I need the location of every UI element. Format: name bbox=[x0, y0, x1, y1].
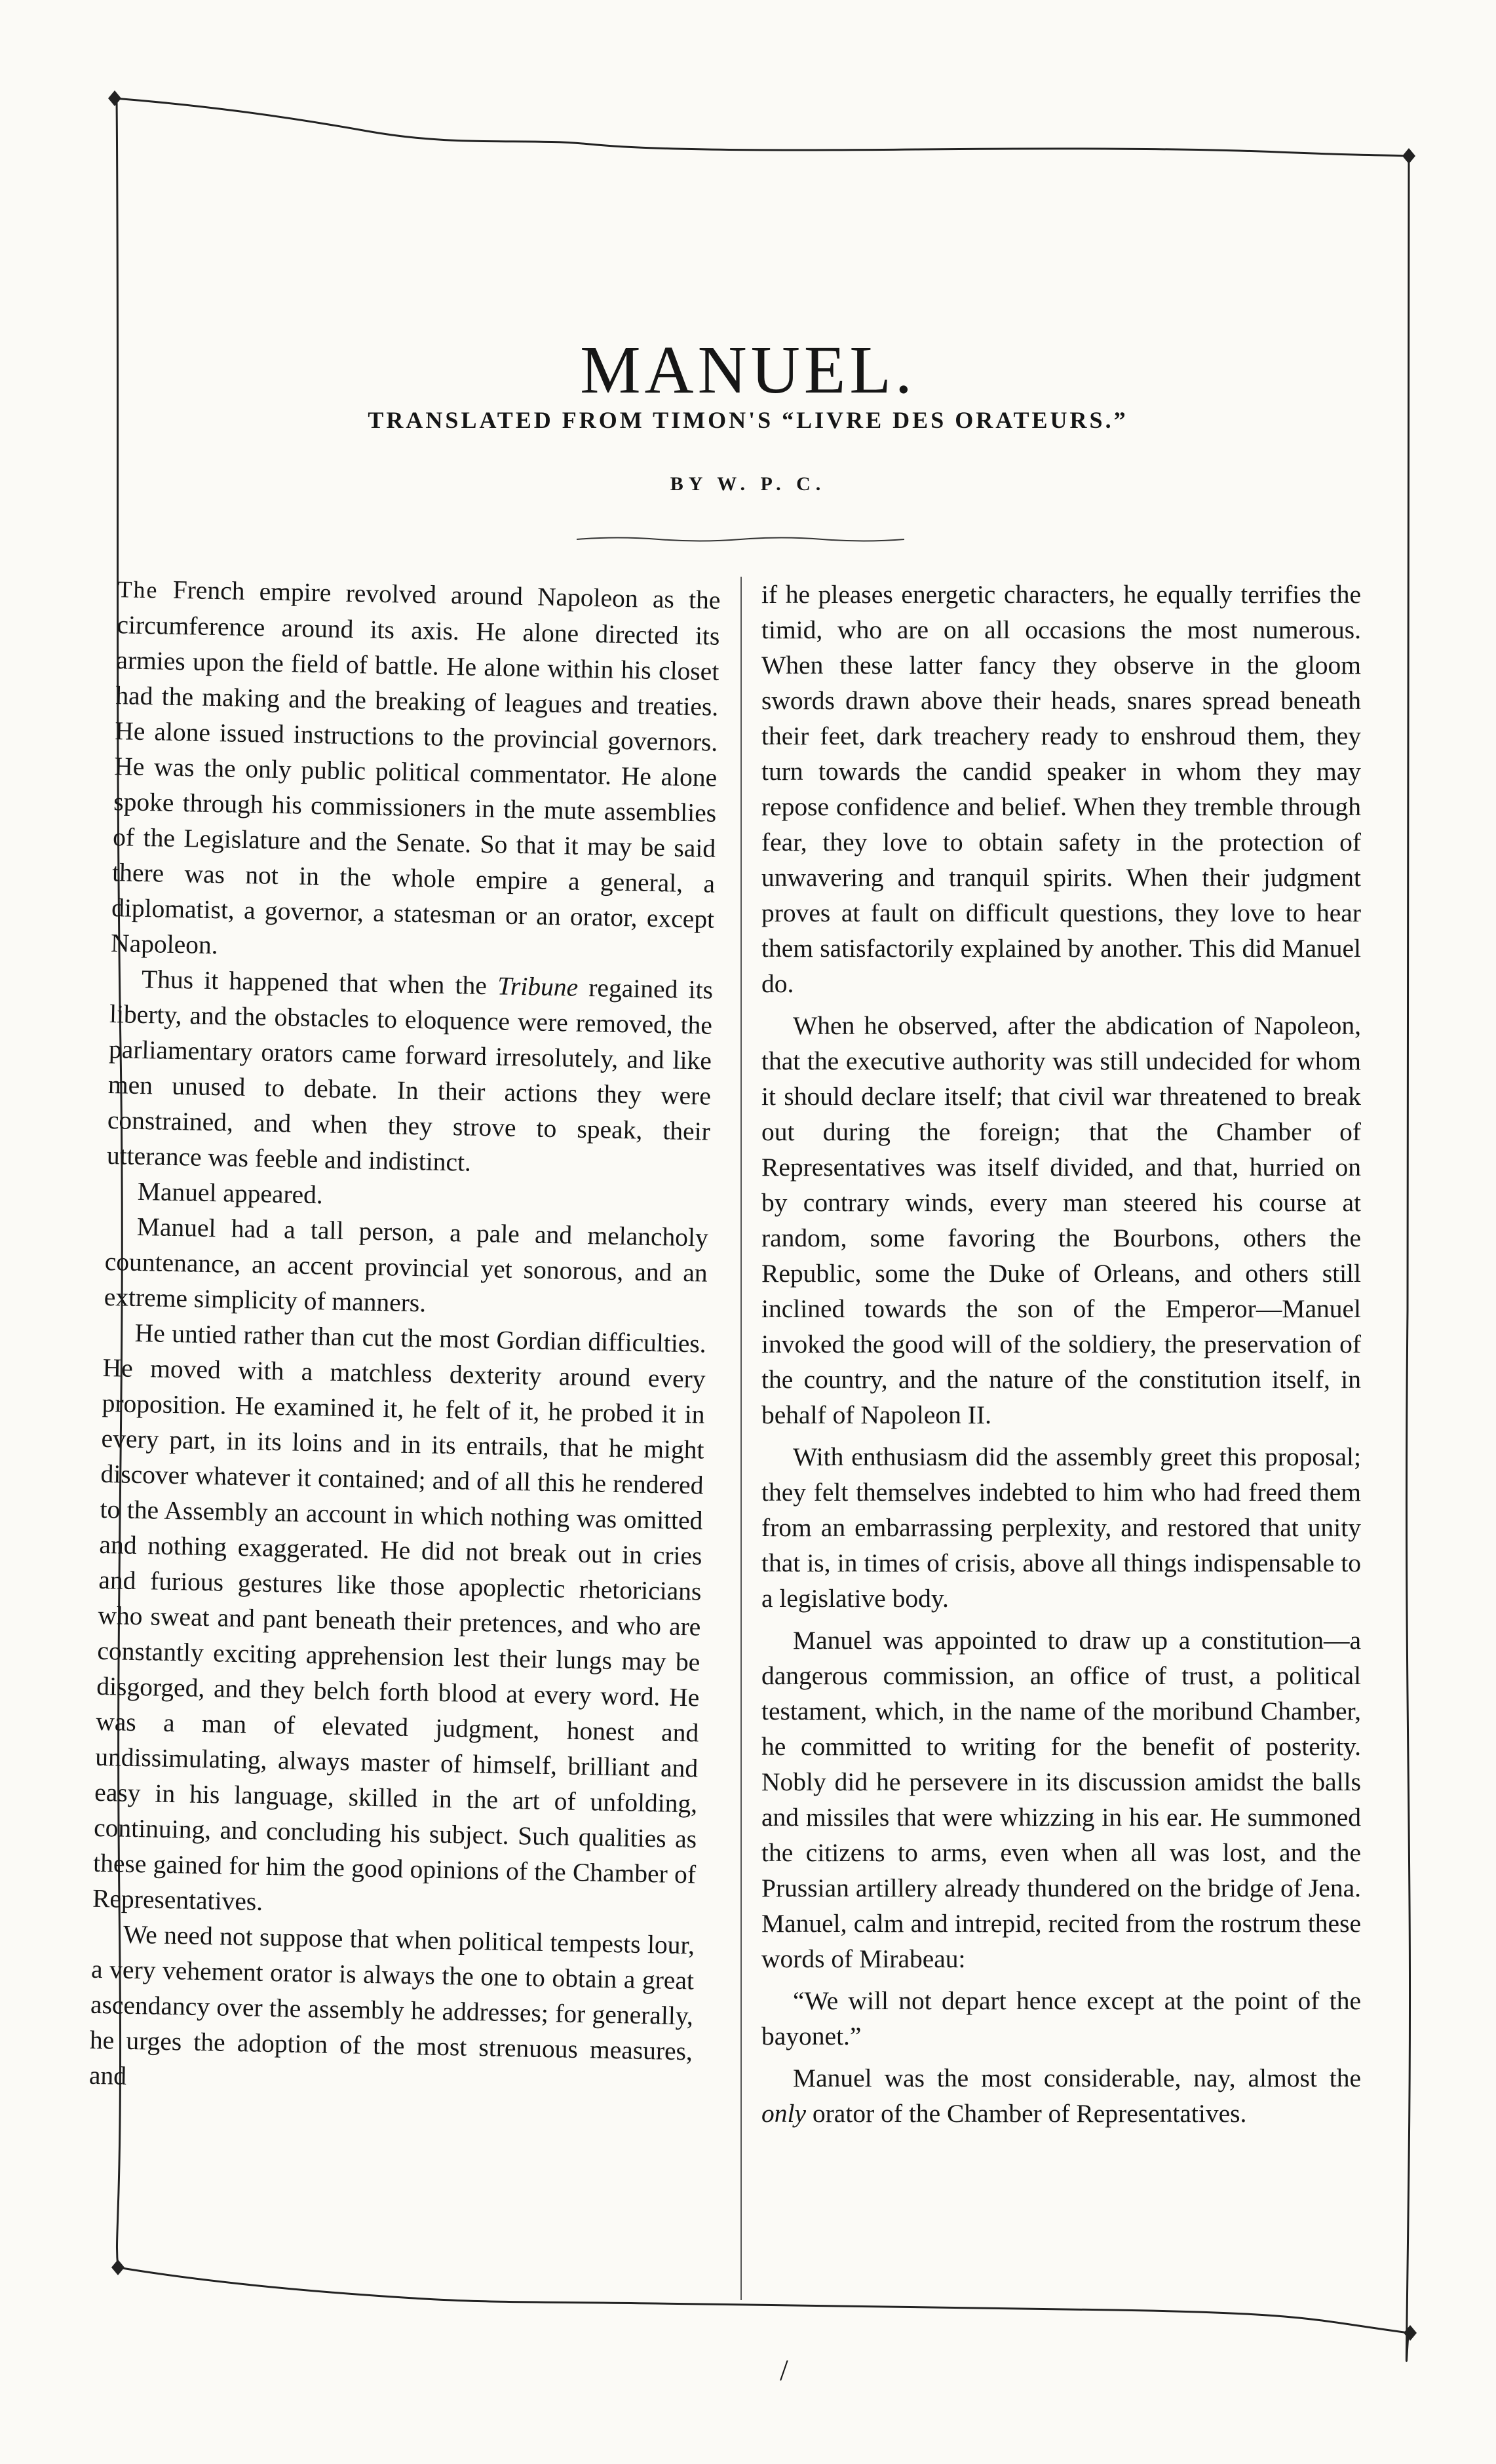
paragraph-text: regained its liberty, and the obstacles to eloquence were removed, the parliamentary orators came forward irresolutely, and like men unused to debate. In their actions they were constrained, and when they strove to speak, their utterance was feeble and indistinct. bbox=[106, 972, 714, 1177]
paragraph-text: Manuel was the most considerable, nay, almost the bbox=[793, 2064, 1361, 2092]
paragraph: Manuel appeared. bbox=[137, 1176, 324, 1210]
paragraph: He untied rather than cut the most Gordian difficulties. He moved with a matchless dexterity around every proposition. He examined it, he felt of it, he probed it in every part, in its loins and in its entrails, that he might discover whatever it contained; and of all this he rendered to the Assembly an account in which nothing was omitted and nothing exaggerated. He did not break out in cries and furious gestures like those apoplectic rhetoricians who sweat and pant beneath their pretences, and who are constantly exciting apprehension lest their lungs may be disgorged, and they belch forth blood at every word. He was a man of elevated judgment, honest and undissimulating, always master of himself, brilliant and easy in his language, skilled in the art of unfolding, continuing, and concluding his subject. Such qualities as these gained for him the good opinions of the Chamber of Representatives. bbox=[92, 1318, 707, 1916]
paragraph: When he observed, after the abdication of Napoleon, that the executive authority was still undecided for whom it should declare itself; that civil war threatened to break out during the foreign; that the Chamber of Representatives was itself divided, and that, hurried on by contrary winds, every man steered his course at random, some favoring the Bourbons, others the Republic, some the Duke of Orleans, and others still inclined towards the son of the Emperor—Manuel invoked the good will of the soldiery, the preservation of the country, and the nature of the constitution itself, in behalf of Napoleon II. bbox=[761, 1011, 1361, 1429]
paragraph: We need not suppose that when political tempests lour, a very vehement orator is always the one to obtain a great ascendancy over the assembly he addresses; for generally, he urges the adoption of the most strenuous measures, and bbox=[88, 1919, 695, 2090]
corner-ornament-top-right bbox=[1402, 148, 1415, 164]
paragraph bbox=[761, 2060, 1361, 2131]
quotation: “We will not depart hence except at the point of the bayonet.” bbox=[761, 1986, 1361, 2050]
corner-ornament-top-left bbox=[108, 90, 121, 106]
paragraph bbox=[106, 961, 713, 1185]
paragraph-text: Thus it happened that when the bbox=[141, 964, 498, 1001]
opening-word: The bbox=[117, 576, 159, 604]
paragraph: Manuel had a tall person, a pale and melancholy countenance, an accent provincial yet sonorous, and an extreme simplicity of manners. bbox=[104, 1212, 709, 1318]
article-subtitle: TRANSLATED FROM TIMON'S “LIVRE DES ORATEURS.” bbox=[368, 407, 1128, 433]
article-byline: BY W. P. C. bbox=[670, 473, 826, 495]
paragraph bbox=[111, 571, 721, 972]
article-title: MANUEL. bbox=[580, 332, 916, 408]
paragraph-text: French empire revolved around Napoleon as the circumference around its axis. He alone directed its armies upon the field of battle. He alone within his closet had the making and the breaking of leagues and treaties. He alone issued instructions to the provincial governors. He was the only public political commentator. He alone spoke through his commissioners in the mute assemblies of the Legislature and the Senate. So that it may be said there was not in the whole empire a general, a diplomatist, a governor, a statesman or an orator, except Napoleon. bbox=[110, 575, 721, 960]
right-column bbox=[761, 577, 1361, 2281]
column-divider bbox=[740, 577, 742, 2300]
title-separator bbox=[577, 536, 904, 543]
left-column bbox=[85, 571, 721, 2286]
footer-mark: / bbox=[780, 2353, 788, 2387]
paragraph: With enthusiasm did the assembly greet this proposal; they felt themselves indebted to him who had freed them from an embarrassing perplexity, and restored that unity that is, in times of crisis, above all things indispensable to a legislative body. bbox=[761, 1442, 1361, 1613]
paragraph: if he pleases energetic characters, he equally terrifies the timid, who are on all occasions the most numerous. When these latter fancy they observe in the gloom swords drawn above their heads, snares spread beneath their feet, dark treachery ready to enshroud them, they turn towards the candid speaker in whom they may repose confidence and belief. When they tremble through fear, they love to obtain safety in the protection of unwavering and tranquil spirits. When their judgment proves at fault on difficult questions, they love to hear them satisfactorily explained by another. This did Manuel do. bbox=[761, 580, 1361, 998]
emphasis-text: only bbox=[761, 2099, 807, 2128]
paragraph: Manuel was appointed to draw up a constitution—a dangerous commission, an office of trust, a political testament, which, in the name of the moribund Chamber, he committed to writing for the benefit of posterity. Nobly did he persevere in its discussion amidst the balls and missiles that were whizzing in his ear. He summoned the citizens to arms, even when all was lost, and the Prussian artillery already thundered on the bridge of Jena. Manuel, calm and intrepid, recited from the rostrum these words of Mirabeau: bbox=[761, 1626, 1361, 1973]
emphasis-text: Tribune bbox=[497, 971, 579, 1002]
paragraph-text: orator of the Chamber of Representatives. bbox=[806, 2099, 1247, 2128]
corner-ornament-bottom-right bbox=[1404, 2325, 1417, 2341]
